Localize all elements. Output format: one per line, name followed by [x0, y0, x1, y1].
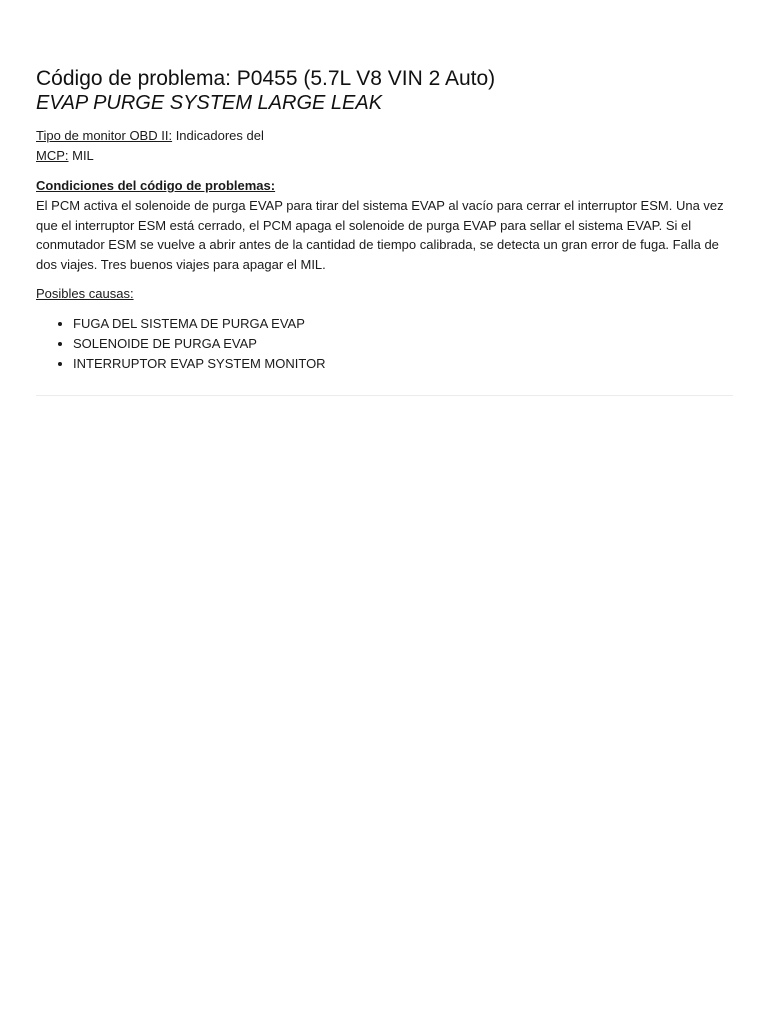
- mcp-value: MIL: [68, 148, 94, 163]
- mcp-label: MCP:: [36, 148, 69, 163]
- mcp-line: [36, 146, 733, 166]
- document-body: [36, 66, 733, 373]
- conditions-heading: Condiciones del código de problemas:: [36, 178, 276, 193]
- causes-list: [36, 314, 733, 373]
- conditions-text: El PCM activa el solenoide de purga EVAP para tirar del sistema EVAP al vacío para cerrar el interruptor ESM. Una vez que el interruptor ESM está cerrado, el PCM apaga el solenoide de purga EVAP para sellar el sistema EVAP. Si el conmutador ESM se vuelve a abrir antes de la cantidad de tiempo calibrada, se detecta un gran error de fuga. Falla de dos viajes. Tres buenos viajes para apagar el MIL.: [36, 198, 724, 272]
- page-title: Código de problema: P0455 (5.7L V8 VIN 2 Auto): [36, 67, 496, 90]
- monitor-type-line: [36, 126, 733, 146]
- causes-heading: Posibles causas:: [36, 286, 134, 302]
- page-subtitle: EVAP PURGE SYSTEM LARGE LEAK: [36, 92, 383, 114]
- monitor-type-value: Indicadores del: [172, 128, 264, 143]
- divider: [36, 395, 733, 396]
- monitor-type-label: Tipo de monitor OBD II:: [36, 128, 173, 143]
- cause-item: • SOLENOIDE DE PURGA EVAP: [73, 334, 733, 354]
- cause-item: • INTERRUPTOR EVAP SYSTEM MONITOR: [73, 354, 733, 374]
- monitor-info: [36, 126, 733, 166]
- cause-item: • FUGA DEL SISTEMA DE PURGA EVAP: [73, 314, 733, 334]
